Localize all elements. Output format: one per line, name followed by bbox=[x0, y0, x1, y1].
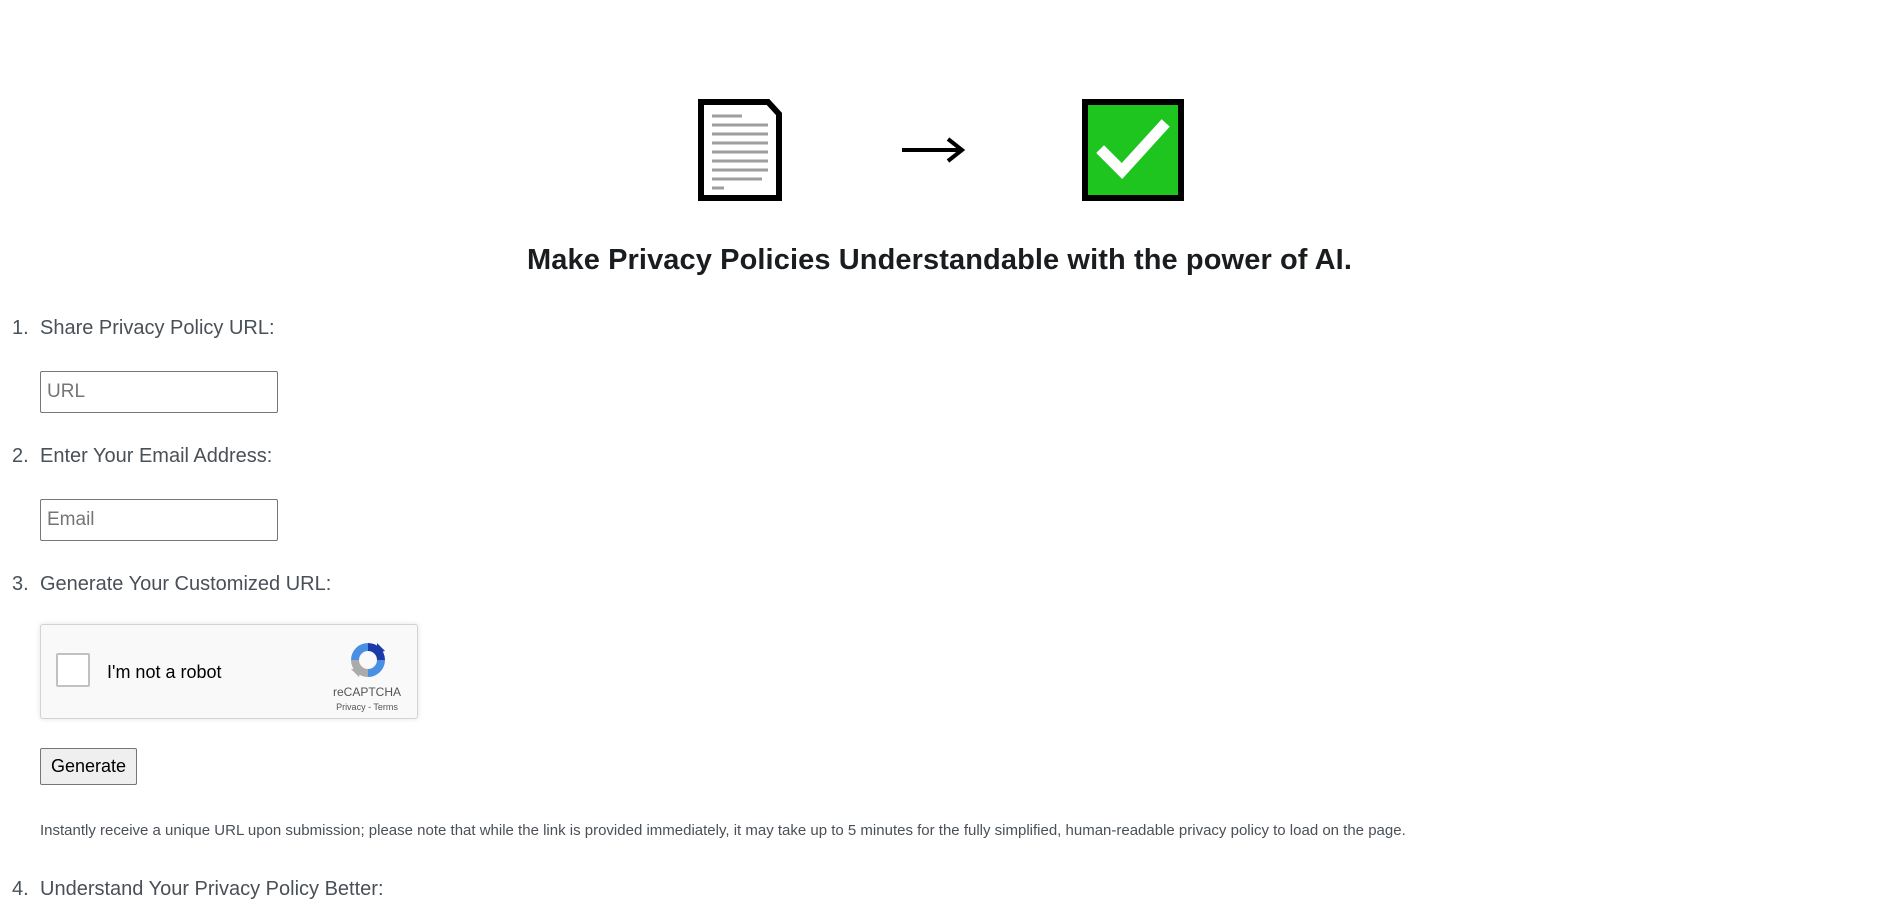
recaptcha-terms-link[interactable]: Terms bbox=[373, 702, 398, 712]
step-1-label bbox=[12, 317, 275, 340]
step-number: 1. bbox=[12, 317, 29, 339]
step-text: Generate Your Customized URL: bbox=[40, 573, 332, 595]
recaptcha-links bbox=[317, 702, 417, 712]
step-text: Share Privacy Policy URL: bbox=[40, 317, 275, 339]
checkmark-icon bbox=[1082, 99, 1184, 201]
recaptcha-brand: reCAPTCHA bbox=[332, 685, 401, 699]
page-title: Make Privacy Policies Understandable with the power of AI. bbox=[526, 244, 1352, 276]
recaptcha-widget bbox=[40, 624, 418, 719]
step-number: 2. bbox=[12, 445, 29, 467]
email-input[interactable] bbox=[40, 499, 278, 541]
recaptcha-checkbox[interactable] bbox=[56, 653, 90, 687]
step-number: 3. bbox=[12, 573, 29, 595]
arrow-right-icon bbox=[900, 135, 966, 165]
recaptcha-label: I'm not a robot bbox=[107, 662, 222, 682]
url-input[interactable] bbox=[40, 371, 278, 413]
recaptcha-logo-icon bbox=[347, 639, 389, 681]
step-4-label bbox=[12, 878, 384, 901]
step-text: Enter Your Email Address: bbox=[40, 445, 273, 467]
hero-illustration bbox=[0, 99, 1879, 201]
generate-button[interactable]: Generate bbox=[40, 748, 137, 785]
step-text: Understand Your Privacy Policy Better: bbox=[40, 878, 384, 900]
submission-note: Instantly receive a unique URL upon submission; please note that while the link is provided immediately, it may take up to 5 minutes for the fully simplified, human-readable privacy policy to load on the page. bbox=[40, 822, 1406, 839]
document-icon bbox=[698, 99, 782, 201]
step-2-label bbox=[12, 445, 272, 468]
recaptcha-privacy-link[interactable]: Privacy bbox=[336, 702, 366, 712]
step-number: 4. bbox=[12, 878, 29, 900]
step-3-label bbox=[12, 573, 331, 596]
recaptcha-link-separator: - bbox=[365, 702, 374, 712]
